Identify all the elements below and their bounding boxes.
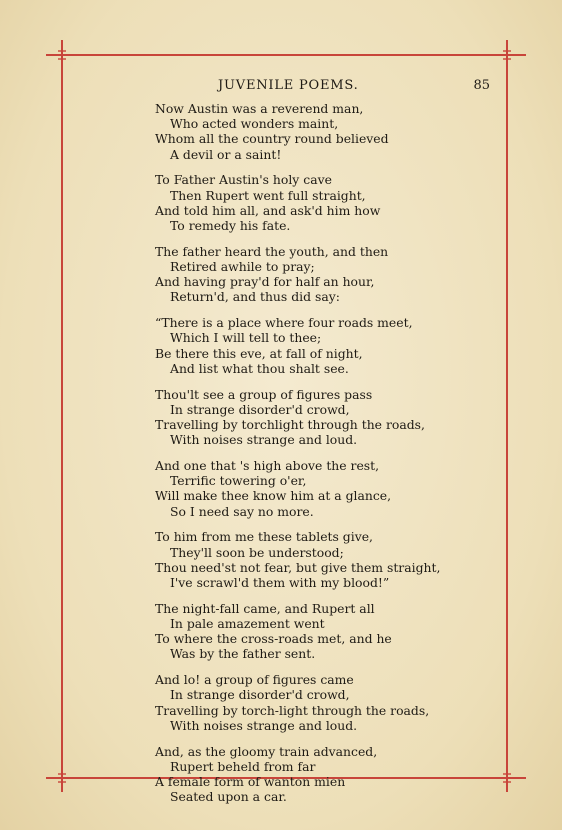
poem-line: Thou need'st not fear, but give them straight,	[155, 559, 441, 575]
poem-line: “There is a place where four roads meet,	[155, 315, 413, 331]
poem-body	[155, 101, 515, 815]
stanza-7	[155, 529, 515, 590]
top-border-rule	[46, 54, 526, 56]
left-border-rule	[61, 40, 63, 792]
poem-line: A female form of wanton mien	[155, 774, 346, 790]
poem-line: And one that 's high above the rest,	[155, 458, 380, 474]
poem-line: With noises strange and loud.	[170, 717, 358, 733]
poem-line: Will make thee know him at a glance,	[155, 488, 392, 504]
poem-line: Seated upon a car.	[170, 789, 287, 805]
page-header	[60, 78, 500, 96]
poem-line: Be there this eve, at fall of night,	[155, 345, 363, 361]
poem-line: And, as the gloomy train advanced,	[155, 743, 378, 759]
poem-line: Now Austin was a reverend man,	[155, 101, 364, 116]
poem-line: I've scrawl'd them with my blood!”	[170, 575, 390, 591]
poem-line: And having pray'd for half an hour,	[155, 274, 375, 290]
stanza-2	[155, 172, 515, 233]
poem-line: Retired awhile to pray;	[170, 259, 315, 275]
poem-line: With noises strange and loud.	[170, 432, 358, 448]
stanza-10	[155, 744, 515, 805]
corner-ornament-icon	[49, 42, 75, 68]
corner-ornament-icon	[49, 765, 75, 791]
poem-line: Then Rupert went full straight,	[170, 187, 366, 203]
poem-line: Travelling by torchlight through the roads,	[155, 417, 425, 433]
stanza-1	[155, 101, 515, 162]
stanza-6	[155, 458, 515, 519]
poem-line: Travelling by torch-light through the roads,	[155, 702, 430, 718]
poem-line: In strange disorder'd crowd,	[170, 401, 350, 417]
poem-line: Who acted wonders maint,	[170, 116, 339, 132]
poem-line: Was by the father sent.	[170, 646, 316, 662]
stanza-9	[155, 672, 515, 733]
poem-line: In pale amazement went	[170, 616, 325, 632]
poem-line: Return'd, and thus did say:	[170, 289, 340, 305]
poem-line: A devil or a saint!	[170, 146, 282, 162]
poem-line: To where the cross-roads met, and he	[155, 631, 392, 647]
running-head: JUVENILE POEMS.	[218, 78, 359, 93]
poem-line: They'll soon be understood;	[170, 544, 344, 560]
poem-line: In strange disorder'd crowd,	[170, 687, 350, 703]
poem-line: And told him all, and ask'd him how	[155, 202, 381, 218]
page-number: 85	[473, 78, 490, 93]
poem-line: So I need say no more.	[170, 503, 314, 519]
stanza-8	[155, 601, 515, 662]
poem-line: To Father Austin's holy cave	[155, 172, 332, 188]
stanza-3	[155, 244, 515, 305]
poem-line: The father heard the youth, and then	[155, 243, 389, 259]
poem-line: To remedy his fate.	[170, 218, 291, 234]
poem-line: Rupert beheld from far	[170, 758, 316, 774]
poem-line: Whom all the country round believed	[155, 131, 389, 147]
poem-line: Thou'lt see a group of figures pass	[155, 386, 373, 402]
poem-line: Which I will tell to thee;	[170, 330, 322, 346]
stanza-5	[155, 387, 515, 448]
poem-line: Terrific towering o'er,	[170, 473, 307, 489]
poem-line: And lo! a group of figures came	[155, 672, 354, 688]
stanza-4	[155, 315, 515, 376]
poem-line: The night-fall came, and Rupert all	[155, 600, 375, 616]
poem-line: To him from me these tablets give,	[155, 529, 373, 545]
corner-ornament-icon	[494, 42, 520, 68]
poem-line: And list what thou shalt see.	[170, 360, 349, 376]
